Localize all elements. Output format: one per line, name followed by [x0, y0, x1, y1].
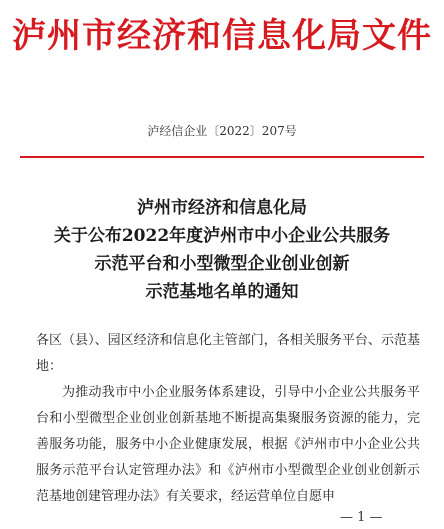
- masthead-title: 泸州市经济和信息化局文件: [12, 16, 432, 56]
- notice-title: [0, 194, 444, 306]
- red-divider-line: [20, 156, 424, 158]
- page-number: — 1 —: [340, 510, 383, 525]
- recipients-line: 各区（县）、园区经济和信息化主管部门，各相关服务平台、示范基地：: [36, 333, 420, 374]
- body-paragraph: 为推动我市中小企业服务体系建设，引导中小企业公共服务平台和小型微型企业创业创新基地不断提高集聚服务资源的能力，完善服务功能，服务中小企业健康发展，根据《泸州市中小企业公共服务示范平台认定管理办法》和《泸州市小型微型企业创业创新示范基地创建管理办法》有关要求，经运营单位自愿申: [36, 385, 420, 504]
- title-line-3: 示范平台和小型微型企业创业创新: [94, 254, 350, 274]
- title-line-4: 示范基地名单的通知: [145, 282, 299, 302]
- title-line-1: 泸州市经济和信息化局: [137, 198, 307, 218]
- title-line-2: 关于公布2022年度泸州市中小企业公共服务: [53, 226, 391, 246]
- document-number: 泸经信企业〔2022〕207号: [147, 124, 297, 138]
- body-text: [36, 328, 420, 510]
